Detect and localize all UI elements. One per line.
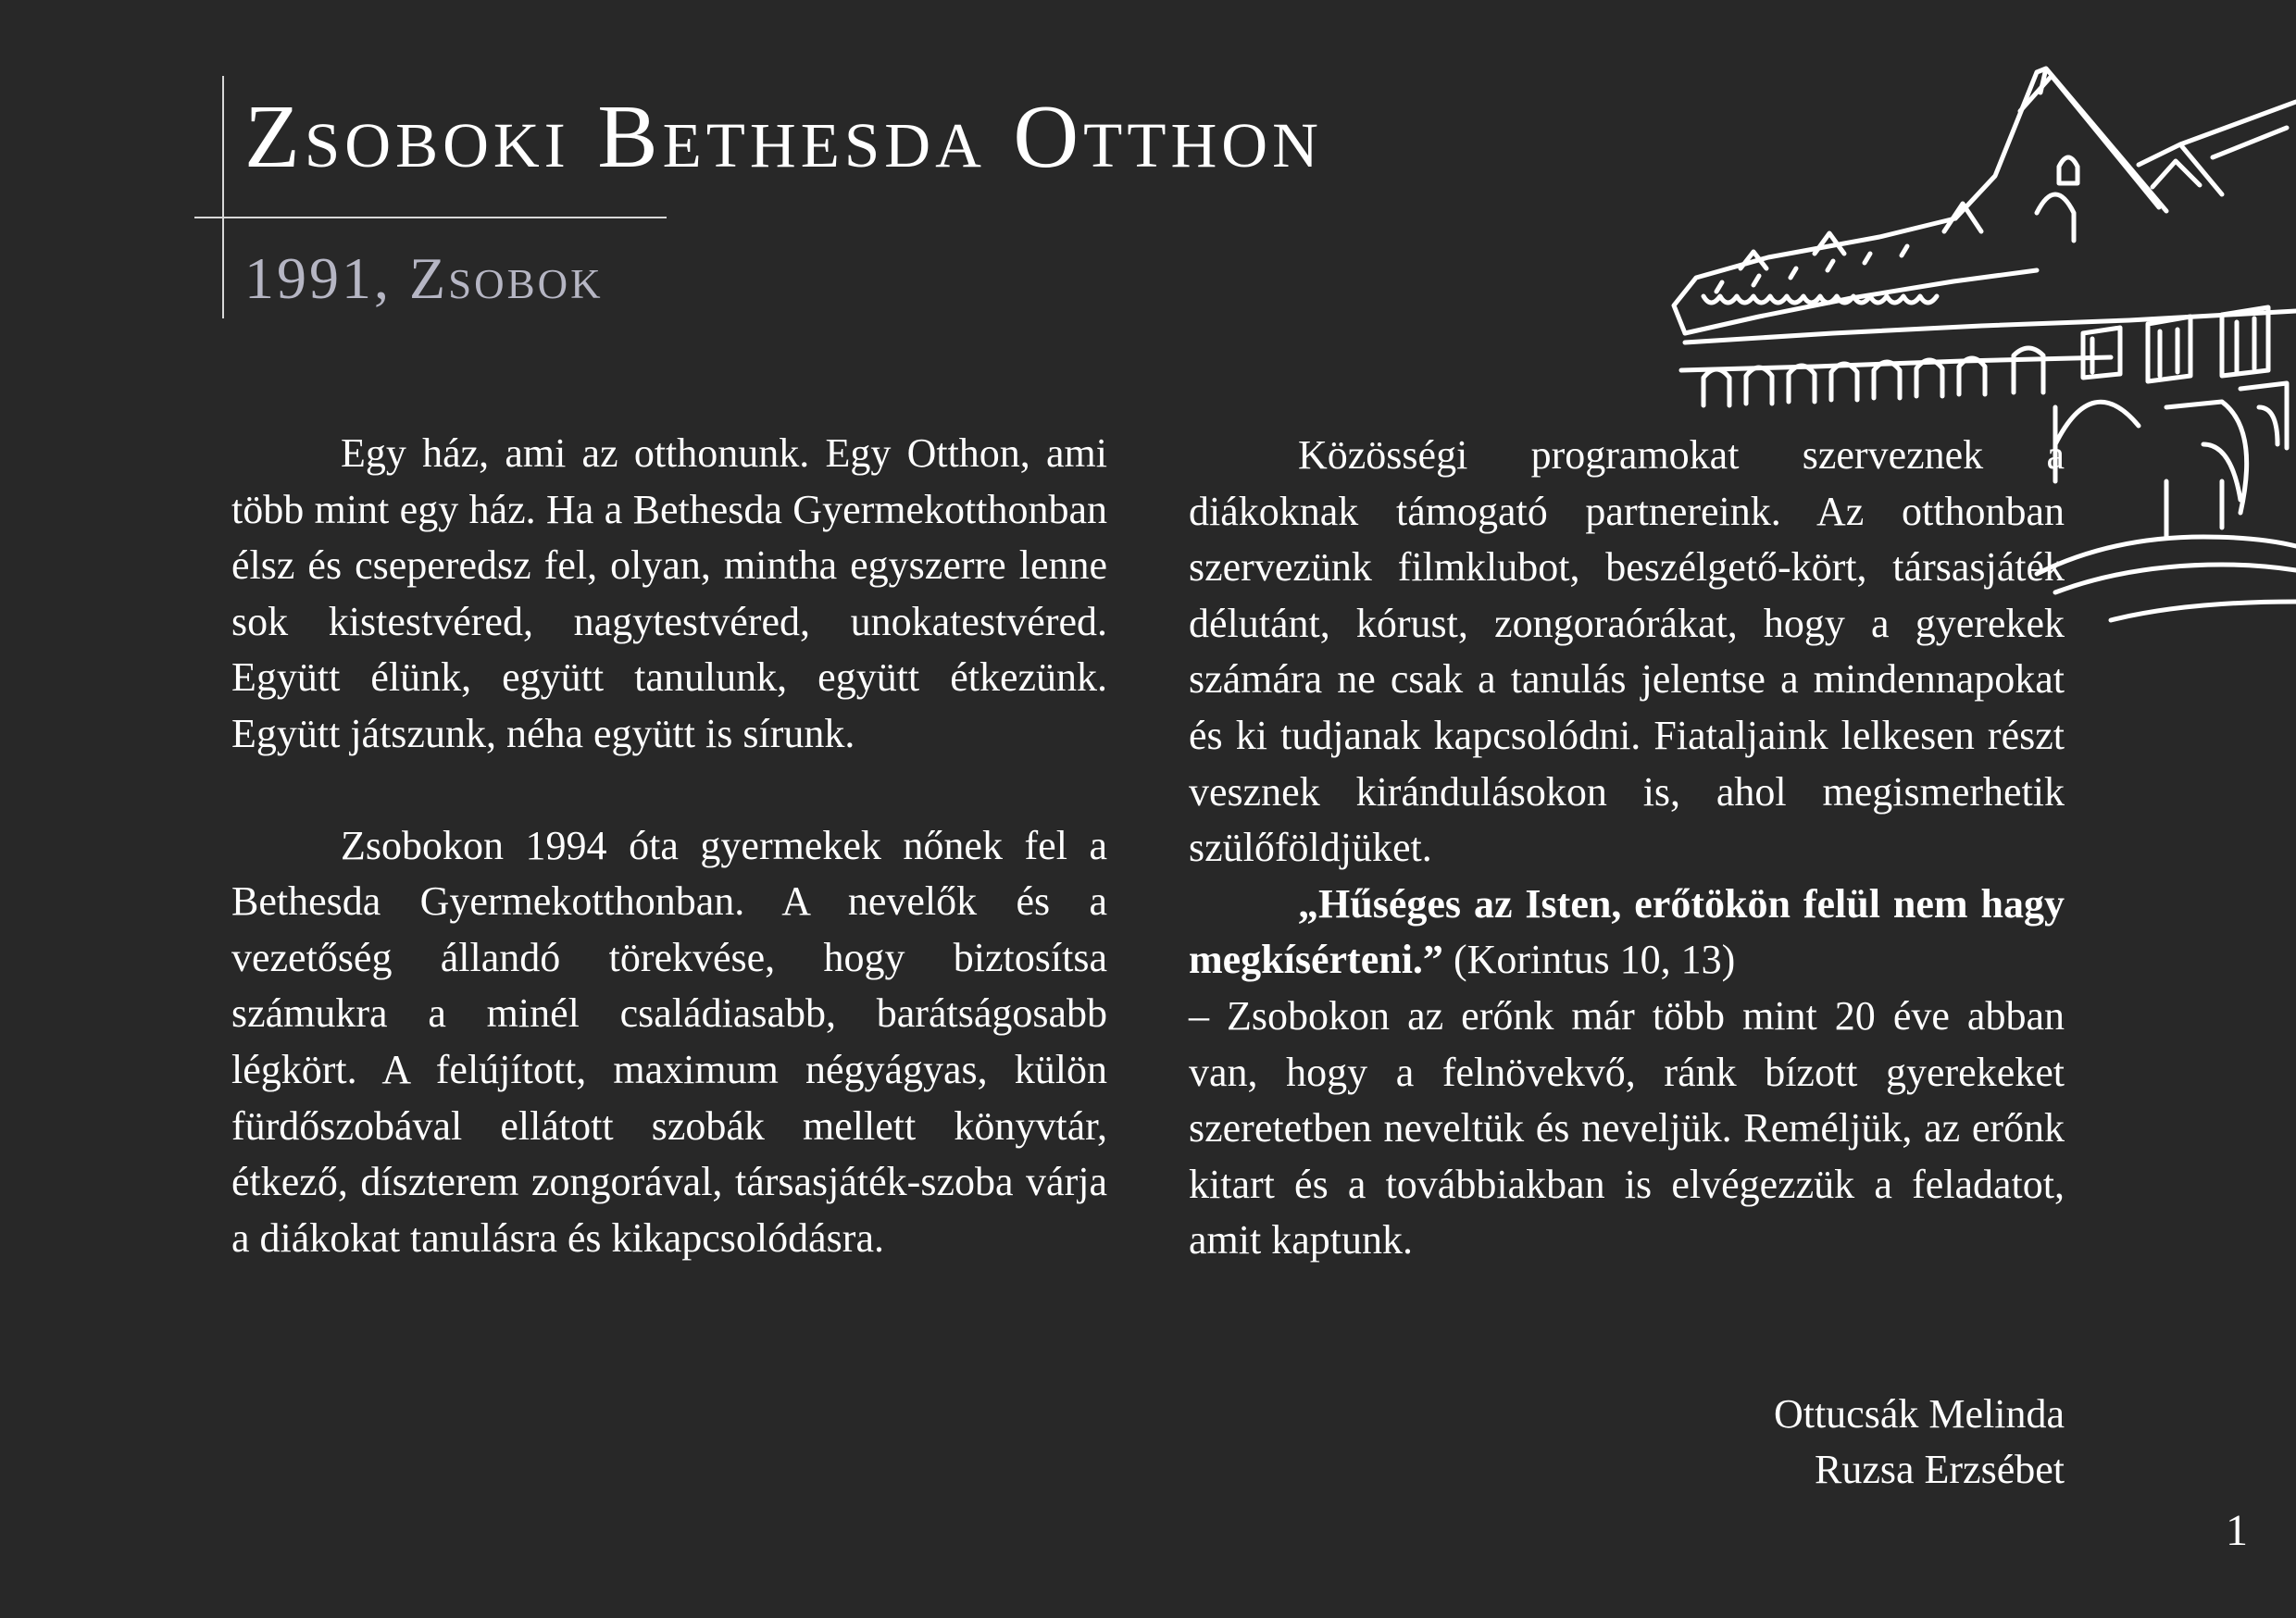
intro-paragraph: Egy ház, ami az otthonunk. Egy Otthon, ami több mint egy ház. Ha a Bethesda Gyermekotthonban élsz és cseperedsz fel, olyan, mintha egyszerre lenne sok kistestvéred, nagytestvéred, unokatestvéred. Együtt élünk, együtt tanulunk, együtt étkezünk. Együtt játszunk, néha együtt is sírunk. <box>231 430 1107 756</box>
bible-citation: (Korintus 10, 13) <box>1442 937 1736 983</box>
signature-block <box>1774 1387 2065 1498</box>
page-number: 1 <box>2226 1506 2248 1555</box>
closing-paragraph: – Zsobokon az erőnk már több mint 20 éve abban van, hogy a felnövekvő, ránk bízott gyerekeket szeretetben neveltük és neveljük. Reméljük, az erőnk kitart és a továbbiakban is elvégezzük a feladatot, amit kaptunk. <box>1189 992 2065 1263</box>
signature-name: Ottucsák Melinda <box>1773 1391 2065 1437</box>
right-column <box>1189 428 2065 1269</box>
paragraph-spacer <box>231 763 1107 818</box>
signature-name: Ruzsa Erzsébet <box>1815 1447 2065 1492</box>
page-title: Zsoboki Bethesda Otthon <box>244 87 1323 187</box>
left-column <box>231 426 1107 1266</box>
history-paragraph: Zsobokon 1994 óta gyermekek nőnek fel a Bethesda Gyermekotthonban. A nevelők és a vezetőség állandó törekvése, hogy biztosítsa számukra a minél családiasabb, barátságosabb légkört. A felújított, maximum négyágyas, külön fürdőszobával ellátott szobák mellett könyvtár, étkező, díszterem zongorával, társasjáték-szoba várja a diákokat tanulásra és kikapcsolódásra. <box>231 822 1107 1261</box>
bible-quote: „Hűséges az Isten, erőtökön felül nem hagy megkísérteni.” <box>1189 880 2065 983</box>
header-vertical-rule <box>222 76 224 318</box>
programs-paragraph: Közösségi programokat szerveznek a diákoknak támogató partnereink. Az otthonban szervezünk filmklubot, beszélgető-kört, társasjáték délutánt, kórust, zongoraórákat, hogy a gyerekek számára ne csak a tanulás jelentse a mindennapokat és ki tudjanak kapcsolódni. Fiataljaink lelkesen részt vesznek kirándulásokon is, ahol megismerhetik szülőföldjüket. <box>1189 432 2065 871</box>
quote-paragraph <box>1189 877 2065 989</box>
header-horizontal-rule <box>194 217 667 218</box>
page-subtitle: 1991, Zsobok <box>244 245 604 311</box>
